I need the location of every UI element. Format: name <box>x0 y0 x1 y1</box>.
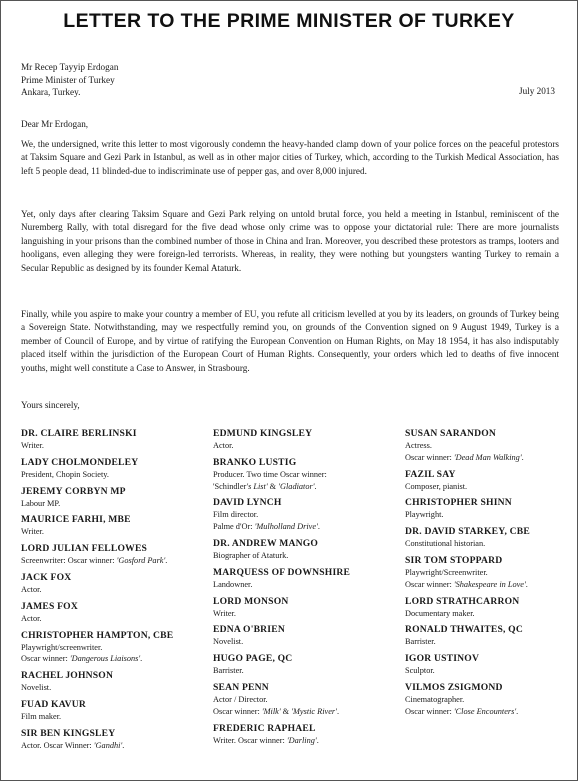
address-line: Ankara, Turkey. <box>21 87 81 98</box>
body-paragraph: Finally, while you aspire to make your country a member of EU, you refute all criticism levelled at you by its leaders, on grounds of Turkey being a Sovereign State. Notwithstanding, may we respectfully remind you, on grounds of the Convention signed on 9 August 1949, Turkey is a member of Council of Europe, and by virtue of ratifying the European Convention on Human Rights, on May 18 1954, it has also indisputably placed itself within the jurisdiction of the European Court of Human Rights. Consequently, your orders which led to deaths of five innocent youths, might well constitute a Case to Answer, in Strasbourg. <box>21 309 559 373</box>
signatory <box>21 456 201 481</box>
signatory <box>21 698 201 723</box>
signatory-description: Palme d'Or: 'Mulholland Drive'. <box>213 522 320 532</box>
signatory-name: FUAD KAVUR <box>21 698 86 710</box>
signatory-description: Sculptor. <box>405 666 435 676</box>
signatory-name: MAURICE FARHI, MBE <box>21 514 131 526</box>
closing: Yours sincerely, <box>21 400 80 410</box>
signatory <box>21 629 201 666</box>
signatory-description: Actor / Director. <box>213 694 268 704</box>
address-line: Prime Minister of Turkey <box>21 74 115 85</box>
signatory-name: JEREMY CORBYN MP <box>21 485 126 497</box>
signatory <box>21 427 201 452</box>
signatories-column-1 <box>21 427 201 756</box>
signatory-name: SUSAN SARANDON <box>405 428 497 439</box>
signatory-name: DAVID LYNCH <box>213 497 282 509</box>
signatory-name: RONALD THWAITES, QC <box>405 624 523 636</box>
signatory-description: Labour MP. <box>21 498 61 508</box>
signatory-description: 'Schindler's List' & 'Gladiator'. <box>213 481 317 491</box>
signatory <box>213 427 393 452</box>
signatory-description: Film director. <box>213 510 259 520</box>
signatory-description: Barrister. <box>213 666 244 676</box>
body-paragraph: We, the undersigned, write this letter to most vigorously condemn the heavy-handed clamp down of your police forces on the peaceful protestors at Taksim Square and Gezi Park in Istanbul, as well as in other major cities of Turkey, which, according to the Turkish Medical Association, has left 5 people dead, 11 blinded-due to indiscriminate use of pepper gas, and over 8,000 injured. <box>21 139 559 176</box>
signatory-description: Writer. Oscar winner: 'Darling'. <box>213 735 319 745</box>
signatory <box>213 537 393 562</box>
signatory <box>21 542 201 567</box>
signatory-name: LORD MONSON <box>213 595 289 607</box>
signatory <box>405 681 575 718</box>
signatory <box>405 652 575 677</box>
signatory <box>21 600 201 625</box>
signatory <box>213 722 393 747</box>
signatory-description: Producer. Two time Oscar winner: <box>213 469 327 479</box>
signatory-description: Barrister. <box>405 637 436 647</box>
signatory <box>213 595 393 620</box>
signatory-name: JAMES FOX <box>21 600 78 612</box>
signatory-description: Oscar winner: 'Dead Man Walking'. <box>405 452 524 462</box>
signatory-name: LORD JULIAN FELLOWES <box>21 543 148 555</box>
signatory-description: Writer. <box>21 527 44 537</box>
signatory-name: DR. CLAIRE BERLINSKI <box>21 428 137 439</box>
signatory-description: Actor. <box>21 613 42 623</box>
signatory-name: SIR BEN KINGSLEY <box>21 727 116 739</box>
signatory-name: JACK FOX <box>21 571 72 583</box>
signatory-name: LADY CHOLMONDELEY <box>21 456 139 468</box>
signatory-name: HUGO PAGE, QC <box>213 653 293 665</box>
signatory <box>213 456 393 493</box>
letter-date: July 2013 <box>519 86 555 96</box>
signatory-name: MARQUESS OF DOWNSHIRE <box>213 566 351 578</box>
signatory-description: Cinematographer. <box>405 694 465 704</box>
signatory-description: Playwright/screenwriter. <box>21 642 103 652</box>
signatory-name: LORD STRATHCARRON <box>405 595 520 607</box>
signatory-description: Film maker. <box>21 711 62 721</box>
signatory-name: DR. DAVID STARKEY, CBE <box>405 526 530 538</box>
signatory <box>213 652 393 677</box>
signatory-name: BRANKO LUSTIG <box>213 456 297 468</box>
signatory <box>405 623 575 648</box>
signatory-description: Novelist. <box>213 637 244 647</box>
signatory-description: Oscar winner: 'Close Encounters'. <box>405 706 519 716</box>
signatory-description: Actor. <box>213 441 234 450</box>
signatory-description: Novelist. <box>21 683 52 693</box>
signatory <box>21 485 201 510</box>
signatory-name: FAZIL SAY <box>405 468 456 480</box>
signatory <box>21 571 201 596</box>
signatory <box>21 669 201 694</box>
signatory-description: Actor. <box>21 584 42 594</box>
signatory <box>405 554 575 591</box>
signatory-description: Writer. <box>21 441 44 450</box>
signatory-description: Constitutional historian. <box>405 539 486 549</box>
signatory <box>21 727 201 752</box>
signatory-name: VILMOS ZSIGMOND <box>405 681 503 693</box>
signatory <box>405 525 575 550</box>
signatory-description: Playwright. <box>405 510 444 520</box>
signatory <box>405 427 575 464</box>
signatory-description: Oscar winner: 'Shakespeare in Love'. <box>405 579 528 589</box>
signatory-name: SEAN PENN <box>213 681 269 693</box>
signatory-description: Oscar winner: 'Dangerous Liaisons'. <box>21 654 143 664</box>
signatory-name: SIR TOM STOPPARD <box>405 554 503 566</box>
signatory <box>213 623 393 648</box>
signatory <box>213 566 393 591</box>
signatory-name: CHRISTOPHER SHINN <box>405 497 512 509</box>
signatory-description: Oscar winner: 'Milk' & 'Mystic River'. <box>213 706 340 716</box>
address-line: Mr Recep Tayyip Erdogan <box>21 62 119 72</box>
signatory <box>405 468 575 493</box>
signatory-description: President, Chopin Society. <box>21 469 109 479</box>
signatory <box>405 496 575 521</box>
signatory-description: Screenwriter: Oscar winner: 'Gosford Park'. <box>21 556 168 566</box>
signatory-name: EDNA O'BRIEN <box>213 624 285 636</box>
signatories-column-3 <box>405 427 575 722</box>
signatory <box>213 681 393 718</box>
signatory-name: EDMUND KINGSLEY <box>213 428 313 439</box>
signatory-name: RACHEL JOHNSON <box>21 670 114 682</box>
signatory <box>213 496 393 533</box>
signatory-name: IGOR USTINOV <box>405 653 480 665</box>
signatory-description: Documentary maker. <box>405 608 475 618</box>
signatory <box>405 595 575 620</box>
signatory-description: Biographer of Ataturk. <box>213 550 289 560</box>
signatory-description: Actress. <box>405 441 432 450</box>
signatory-name: DR. ANDREW MANGO <box>213 537 319 549</box>
signatory-description: Landowner. <box>213 579 253 589</box>
signatory-description: Actor. Oscar Winner: 'Gandhi'. <box>21 740 125 750</box>
recipient-address <box>21 61 118 99</box>
signatory-name: CHRISTOPHER HAMPTON, CBE <box>21 629 174 641</box>
signatory-description: Composer, pianist. <box>405 481 468 491</box>
body-paragraph: Yet, only days after clearing Taksim Square and Gezi Park relying on untold brutal force, you held a meeting in Istanbul, reminiscent of the Nuremberg Rally, with total disregard for the five dead whose only crime was to oppose your dictatorial rule: There are more journalists languishing in your prisons than the combined number of those in China and Iran. Moreover, you described these protestors as tramps, looters and hooligans, even alleging they were foreign-led terrorists. Whereas, in reality, they were nothing but youngsters wanting Turkey to remain a Secular Republic as designed by its founder Kemal Ataturk. <box>21 209 559 273</box>
signatories-column-2 <box>213 427 393 750</box>
signatory-description: Writer. <box>213 608 236 618</box>
salutation: Dear Mr Erdogan, <box>21 119 89 129</box>
signatory-description: Playwright/Screenwriter. <box>405 567 488 577</box>
signatory-name: FREDERIC RAPHAEL <box>213 722 316 734</box>
letter-title: LETTER TO THE PRIME MINISTER OF TURKEY <box>63 10 515 32</box>
signatory <box>21 513 201 538</box>
